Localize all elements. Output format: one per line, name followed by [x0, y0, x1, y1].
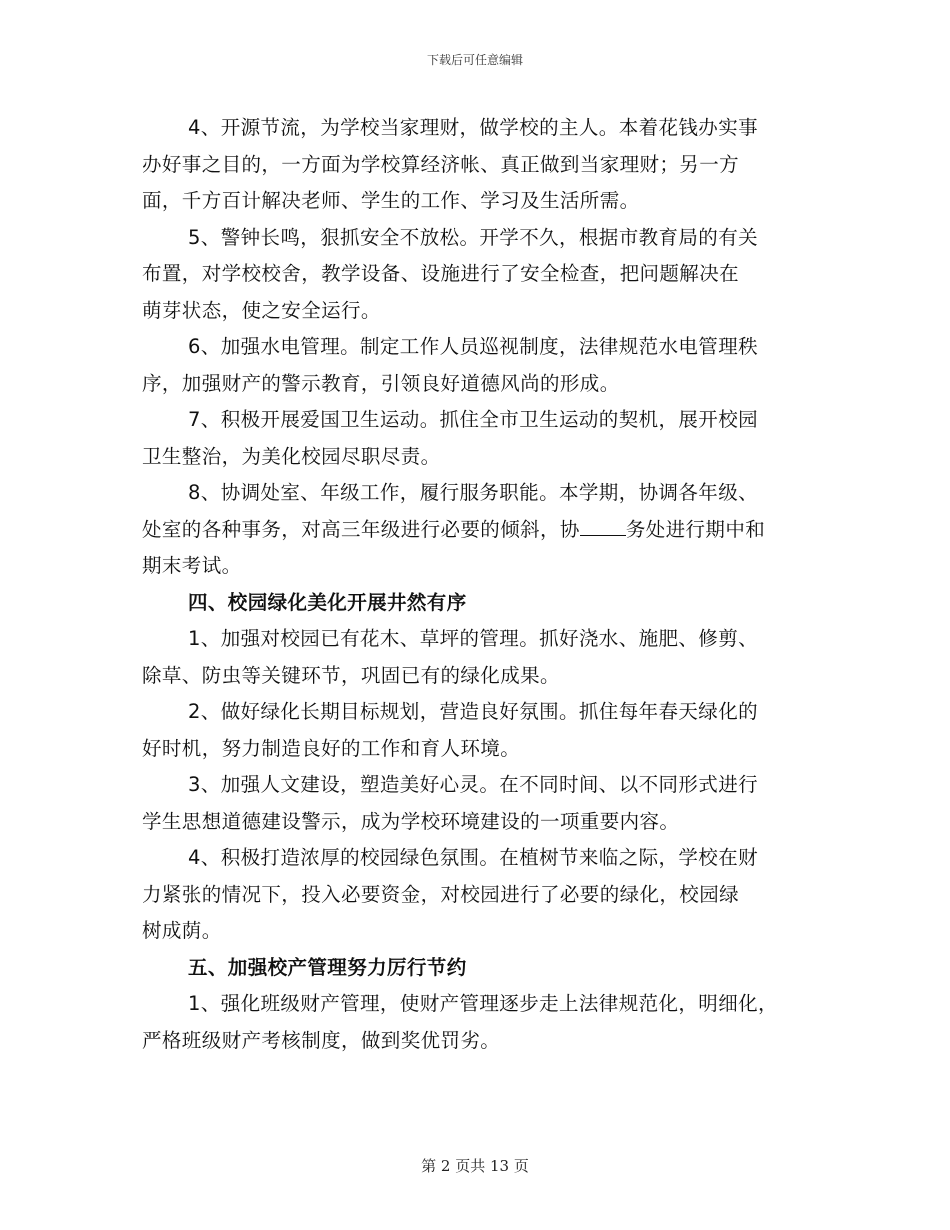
text-line: 1、加强对校园已有花木、草坪的管理。抓好浇水、施肥、修剪、 [188, 627, 759, 650]
page-number: 第 2 页共 13 页 [421, 1157, 529, 1175]
text-line: 学生思想道德建设警示，成为学校环境建设的一项重要内容。 [142, 809, 680, 833]
paragraph-8-coordination [142, 475, 812, 585]
text-line: 除草、防虫等关键环节，巩固已有的绿化成果。 [142, 663, 560, 687]
text-line: 4、开源节流，为学校当家理财，做学校的主人。本着花钱办实事 [188, 116, 759, 139]
text-line: 布置，对学校校舍，教学设备、设施进行了安全检查，把问题解决在 [142, 262, 740, 285]
text-line: 2、做好绿化长期目标规划，营造良好氛围。抓住每年春天绿化的 [188, 700, 759, 723]
text-line: 好时机，努力制造良好的工作和育人环境。 [142, 736, 521, 760]
text-line: 8、协调处室、年级工作，履行服务职能。本学期，协调各年级、 [188, 481, 759, 504]
document-body [142, 110, 812, 1059]
section-heading-5: 五、加强校产管理努力厉行节约 [188, 955, 467, 979]
text-segment: 务处进行期中和 [625, 517, 766, 541]
page-header: 下载后可任意编辑 [426, 53, 523, 67]
text-line: 严格班级财产考核制度，做到奖优罚劣。 [142, 1028, 501, 1052]
text-line: 序，加强财产的警示教育，引领良好道德风尚的形成。 [142, 371, 620, 395]
text-segment: 处室的各种事务，对高三年级进行必要的倾斜，协 [142, 517, 580, 541]
paragraph-5-safety [142, 220, 812, 330]
text-line: 3、加强人文建设，塑造美好心灵。在不同时间、以不同形式进行 [188, 773, 759, 796]
text-line: 树成荫。 [142, 919, 222, 942]
paragraph-6-utilities [142, 329, 812, 402]
text-line: 办好事之目的，一方面为学校算经济帐、真正做到当家理财；另一方 [142, 152, 740, 176]
paragraph-greenery-4 [142, 840, 812, 950]
section-heading-4: 四、校园绿化美化开展井然有序 [188, 590, 467, 614]
text-line: 萌芽状态，使之安全运行。 [142, 298, 381, 322]
paragraph-assets-1 [142, 986, 812, 1059]
paragraph-greenery-3 [142, 767, 812, 840]
text-line: 6、加强水电管理。制定工作人员巡视制度，法律规范水电管理秩 [188, 335, 759, 358]
text-line: 5、警钟长鸣，狠抓安全不放松。开学不久，根据市教育局的有关 [188, 225, 759, 249]
paragraph-greenery-2 [142, 694, 812, 767]
text-line: 面，千方百计解决老师、学生的工作、学习及生活所需。 [142, 189, 640, 212]
paragraph-greenery-1 [142, 621, 812, 694]
text-line: 期末考试。 [142, 554, 242, 577]
fill-in-blank [580, 517, 626, 536]
paragraph-7-hygiene [142, 402, 812, 475]
text-line: 1、强化班级财产管理，使财产管理逐步走上法律规范化，明细化， [188, 992, 778, 1015]
text-line: 4、积极打造浓厚的校园绿色氛围。在植树节来临之际，学校在财 [188, 846, 759, 869]
text-line: 力紧张的情况下，投入必要资金，对校园进行了必要的绿化，校园绿 [142, 882, 740, 906]
paragraph-4-finance [142, 110, 812, 220]
text-line-with-blank [142, 512, 812, 549]
text-line: 7、积极开展爱国卫生运动。抓住全市卫生运动的契机，展开校园 [188, 408, 759, 431]
text-line: 卫生整治，为美化校园尽职尽责。 [142, 444, 441, 468]
